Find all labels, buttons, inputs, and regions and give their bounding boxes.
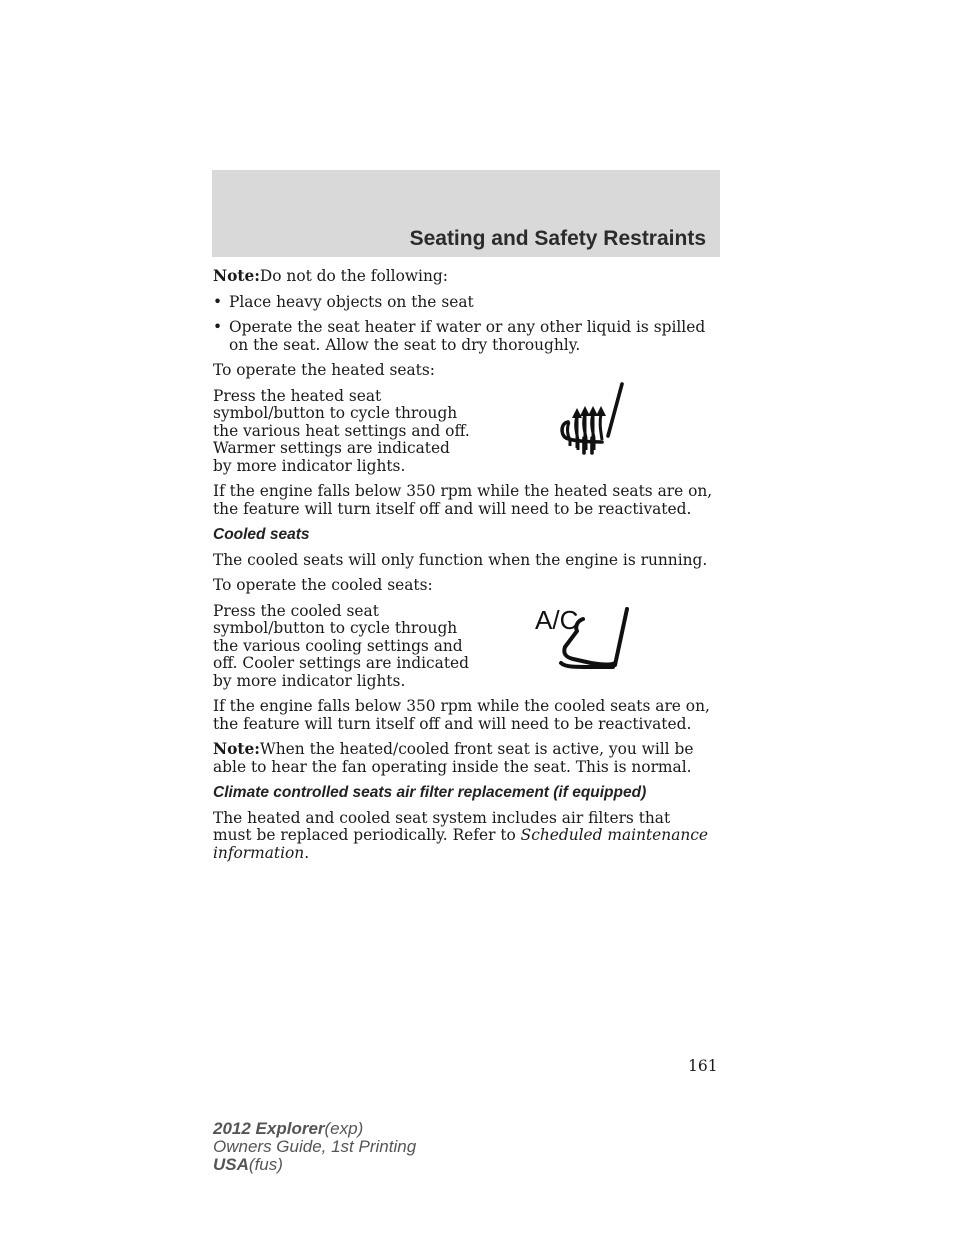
bullet-icon: •: [213, 292, 223, 311]
section-header-band: [212, 170, 720, 257]
filter-end: .: [304, 843, 310, 862]
footer-market: USA: [213, 1155, 249, 1174]
list-item: [213, 319, 713, 354]
note-label: Note:: [213, 740, 260, 758]
cooled-engine-only: The cooled seats will only function when the engine is running.: [213, 550, 708, 569]
footer-line-1: [213, 1120, 416, 1138]
cooled-instruction-block: [213, 603, 713, 691]
note-label: Note:: [213, 267, 260, 285]
ac-seat-icon-graphic: [503, 603, 633, 675]
heated-instruction-block: [213, 388, 713, 476]
note-text: When the heated/cooled front seat is active, you will be able to hear the fan operating inside the seat. This is normal.: [213, 740, 694, 776]
footer: [213, 1120, 416, 1174]
list-item-text: Place heavy objects on the seat: [229, 292, 474, 311]
page-content: [213, 268, 713, 870]
footer-market-code: (fus): [248, 1155, 283, 1174]
heated-seat-icon-graphic: [558, 378, 634, 458]
cooled-instruction: Press the cooled seat symbol/button to cycle through the various cooling settings and off. Cooler settings are indicated by more indicator lights.: [213, 601, 469, 690]
heated-intro: To operate the heated seats:: [213, 361, 435, 379]
cooled-intro: To operate the cooled seats:: [213, 576, 433, 594]
page-number: 161: [688, 1057, 718, 1075]
ac-seat-icon-label: A/C: [535, 604, 579, 635]
bullet-icon: •: [213, 318, 223, 336]
ac-seat-icon: [503, 603, 633, 675]
heated-instruction: Press the heated seat symbol/button to cycle through the various heat settings and off. Warmer settings are indicated by more indicator lights.: [213, 386, 470, 475]
list-item: [213, 294, 713, 312]
heated-engine-note: If the engine falls below 350 rpm while the heated seats are on, the feature will turn itself off and will need to be reactivated.: [213, 482, 713, 518]
footer-model-code: (exp): [324, 1119, 364, 1138]
section-title: Seating and Safety Restraints: [409, 227, 706, 250]
footer-line-2: Owners Guide, 1st Printing: [213, 1137, 417, 1156]
list-item-text: Operate the seat heater if water or any other liquid is spilled on the seat. Allow the seat to dry thoroughly.: [229, 318, 706, 354]
heated-seat-icon: [558, 378, 634, 458]
note-paragraph: [213, 268, 713, 286]
maintenance-reference: Scheduled maintenance information: [213, 826, 709, 862]
cooled-seats-heading: Cooled seats: [213, 526, 310, 543]
filter-heading: Climate controlled seats air filter replacement (if equipped): [213, 784, 647, 801]
note-paragraph: [213, 741, 713, 776]
cooled-engine-note: If the engine falls below 350 rpm while the cooled seats are on, the feature will turn itself off and will need to be reactivated.: [213, 697, 710, 733]
filter-paragraph: [213, 810, 713, 863]
footer-line-3: [213, 1156, 416, 1174]
footer-model: 2012 Explorer: [213, 1119, 325, 1138]
filter-text: The heated and cooled seat system includes air filters that must be replaced periodically. Refer to: [213, 808, 671, 844]
note-text: Do not do the following:: [259, 267, 448, 285]
